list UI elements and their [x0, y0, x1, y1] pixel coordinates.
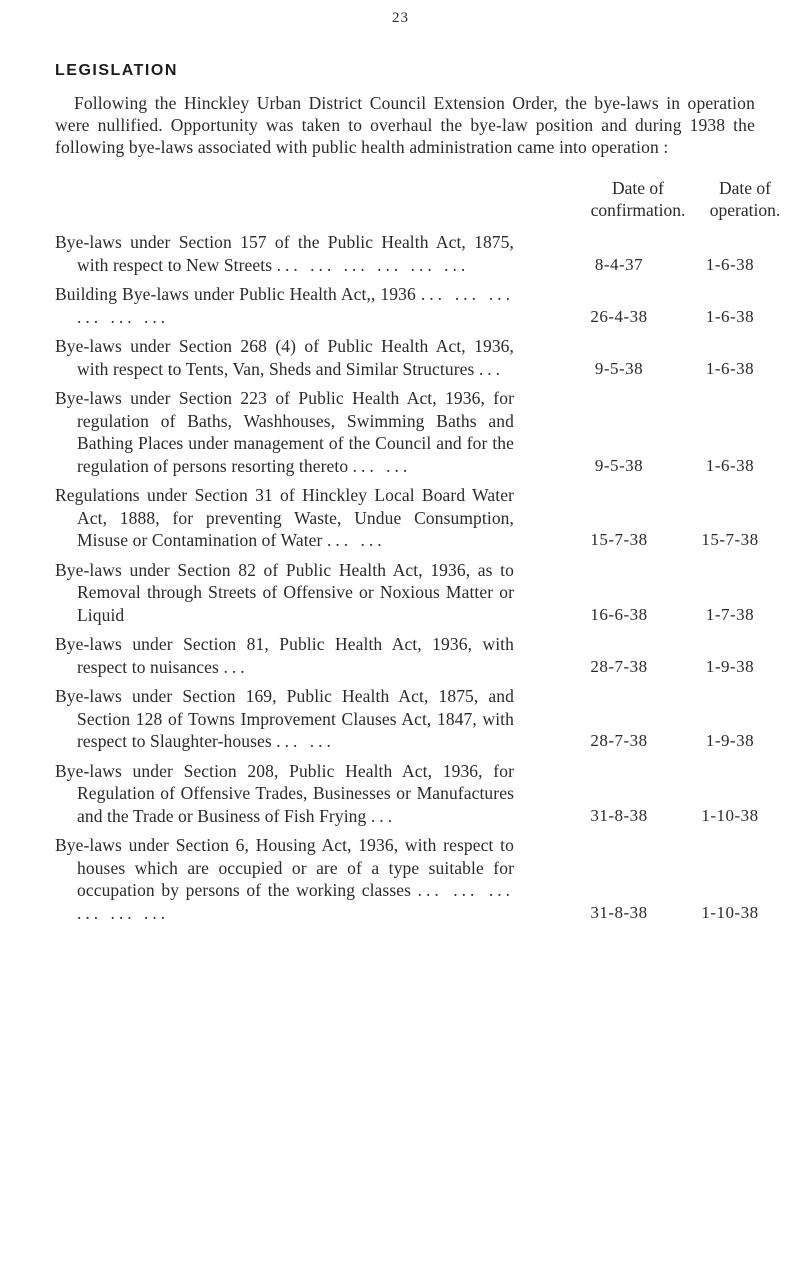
- leader-dots: ... ...: [352, 455, 412, 476]
- bye-law-description: [55, 559, 514, 627]
- leader-dots: ...: [370, 805, 396, 826]
- bye-law-description: [55, 760, 514, 828]
- confirmation-date: 28-7-38: [590, 731, 648, 750]
- bye-law-description: [55, 335, 514, 380]
- operation-date: 1-6-38: [705, 358, 755, 378]
- bye-law-text: Bye-laws under Section 169, Public Health Act, 1875, and Section 128 of Towns Improvement Clauses Act, 1847, with respect to Slaughter-houses: [55, 686, 514, 751]
- operation-date: 1-7-38: [705, 604, 755, 624]
- leader-dots: ...: [478, 358, 505, 379]
- confirmation-date: 31-8-38: [590, 902, 648, 922]
- bye-law-description: [55, 685, 514, 753]
- bye-law-entry: [55, 387, 781, 477]
- bye-law-description: [55, 387, 514, 477]
- operation-date: 1-10-38: [701, 902, 759, 922]
- confirmation-date: 15-7-38: [590, 530, 648, 549]
- leader-dots: ... ... ... ... ... ...: [276, 254, 470, 275]
- bye-law-entry: [55, 760, 781, 828]
- bye-law-description: [55, 283, 514, 328]
- bye-law-text: Bye-laws under Section 6, Housing Act, 1936, with respect to houses which are occupied or are of a type suitable for occupation by persons of the working classes: [55, 835, 514, 900]
- confirmation-date: 9-5-38: [594, 455, 644, 475]
- bye-law-entry: [55, 283, 781, 328]
- bye-law-description: [55, 231, 514, 276]
- column-header-confirmation: Date of confirmation.: [590, 178, 686, 220]
- bye-law-description: [55, 484, 514, 552]
- bye-law-entry: [55, 834, 781, 924]
- operation-date: 1-9-38: [705, 731, 755, 750]
- bye-law-entry: [55, 484, 781, 552]
- bye-law-text: Bye-laws under Section 157 of the Public Health Act, 1875, with respect to New Streets: [55, 232, 514, 275]
- intro-paragraph: Following the Hinckley Urban District Council Extension Order, the bye-laws in operation were nullified. Opportunity was taken to overhaul the bye-law position and during 1938 the following bye-laws associated with public health administration came into operation :: [55, 93, 755, 157]
- operation-date: 15-7-38: [701, 530, 759, 549]
- bye-law-list: [55, 231, 781, 931]
- operation-date: 1-6-38: [705, 455, 755, 475]
- bye-law-text: Bye-laws under Section 81, Public Health Act, 1936, with respect to nuisances: [55, 634, 514, 677]
- operation-date: 1-6-38: [705, 254, 755, 274]
- operation-date: 1-6-38: [705, 306, 755, 326]
- bye-law-text: Building Bye-laws under Public Health Act,, 1936: [55, 284, 416, 304]
- confirmation-date: 28-7-38: [590, 656, 648, 676]
- bye-law-text: Regulations under Section 31 of Hinckley Local Board Water Act, 1888, for preventing Waste, Undue Consumption, Misuse or Contamination of Water: [55, 485, 514, 550]
- column-header-operation: Date of operation.: [709, 178, 781, 220]
- bye-law-description: [55, 834, 514, 924]
- leader-dots: ... ...: [326, 530, 386, 550]
- bye-law-entry: [55, 633, 781, 678]
- bye-law-entry: [55, 231, 781, 276]
- leader-dots: ...: [223, 656, 249, 677]
- bye-law-text: Bye-laws under Section 208, Public Health Act, 1936, for Regulation of Offensive Trades, Businesses or Manufactures and the Trade or Business of Fish Frying: [55, 760, 514, 826]
- bye-law-description: [55, 633, 514, 678]
- confirmation-date: 16-6-38: [590, 604, 648, 624]
- confirmation-date: 31-8-38: [590, 805, 648, 825]
- confirmation-date: 26-4-38: [590, 306, 648, 326]
- bye-law-text: Bye-laws under Section 268 (4) of Public Health Act, 1936, with respect to Tents, Van, Sheds and Similar Structures: [55, 336, 514, 379]
- leader-dots: ... ... ... ... ... ...: [77, 880, 514, 923]
- bye-law-entry: [55, 335, 781, 380]
- page-number: 23: [392, 10, 409, 26]
- bye-law-entry: [55, 685, 781, 753]
- bye-law-text: Bye-laws under Section 223 of Public Health Act, 1936, for regulation of Baths, Washhouses, Swimming Baths and Bathing Places under management of the Council and for the regulation of persons resorting thereto: [55, 388, 514, 476]
- confirmation-date: 8-4-37: [594, 254, 644, 274]
- leader-dots: ... ...: [276, 731, 335, 751]
- operation-date: 1-10-38: [701, 805, 759, 825]
- bye-law-entry: [55, 559, 781, 627]
- leader-dots: ... ... ... ... ... ...: [77, 284, 515, 327]
- confirmation-date: 9-5-38: [594, 358, 644, 378]
- section-heading: LEGISLATION: [55, 62, 178, 79]
- bye-law-text: Bye-laws under Section 82 of Public Health Act, 1936, as to Removal through Streets of Offensive or Noxious Matter or Liquid: [55, 559, 514, 625]
- operation-date: 1-9-38: [705, 656, 755, 676]
